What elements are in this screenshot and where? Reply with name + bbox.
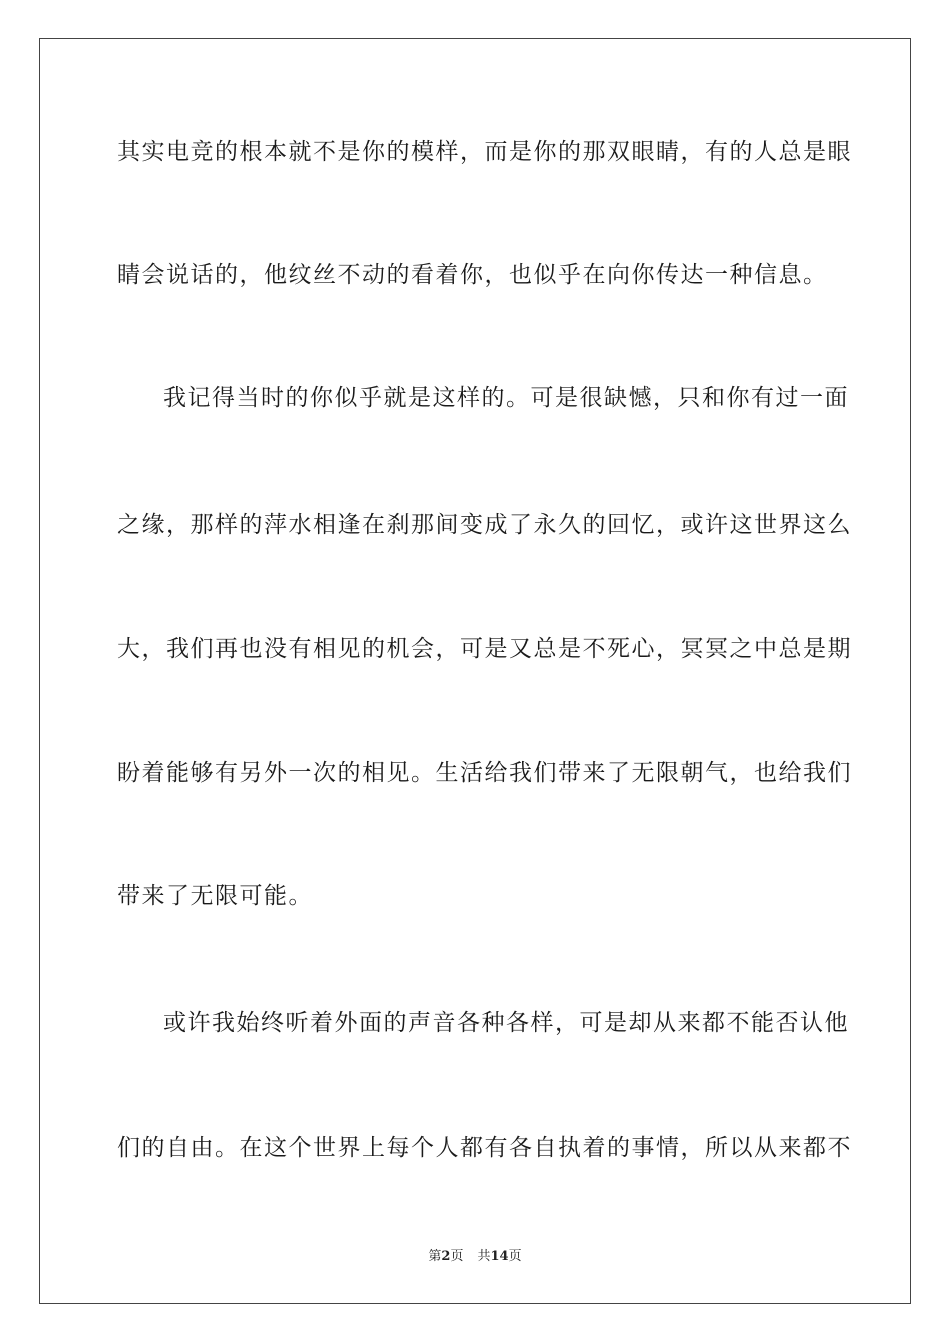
text-line: 盼着能够有另外一次的相见。生活给我们带来了无限朝气，也给我们: [117, 760, 852, 786]
text-line: 大，我们再也没有相见的机会，可是又总是不死心，冥冥之中总是期: [117, 636, 852, 662]
text-line: 之缘，那样的萍水相逢在刹那间变成了永久的回忆，或许这世界这么: [117, 512, 852, 538]
text-line: 带来了无限可能。: [117, 883, 313, 909]
total-suffix: 页: [508, 1249, 522, 1264]
total-prefix: 共: [477, 1249, 491, 1264]
text-line-paragraph-start: 我记得当时的你似乎就是这样的。可是很缺憾，只和你有过一面: [163, 385, 849, 411]
text-line-paragraph-start: 或许我始终听着外面的声音各种各样，可是却从来都不能否认他: [163, 1010, 849, 1036]
text-line: 们的自由。在这个世界上每个人都有各自执着的事情，所以从来都不: [117, 1135, 852, 1161]
page-suffix: 页: [450, 1249, 464, 1264]
page-footer: [0, 1248, 950, 1266]
text-line: 其实电竞的根本就不是你的模样，而是你的那双眼睛，有的人总是眼: [117, 139, 852, 165]
text-line: 睛会说话的，他纹丝不动的看着你，也似乎在向你传达一种信息。: [117, 262, 828, 288]
page-prefix: 第: [428, 1249, 442, 1264]
page-frame: [39, 38, 911, 1304]
page-number: 2: [441, 1249, 451, 1264]
total-pages: 14: [490, 1249, 509, 1264]
